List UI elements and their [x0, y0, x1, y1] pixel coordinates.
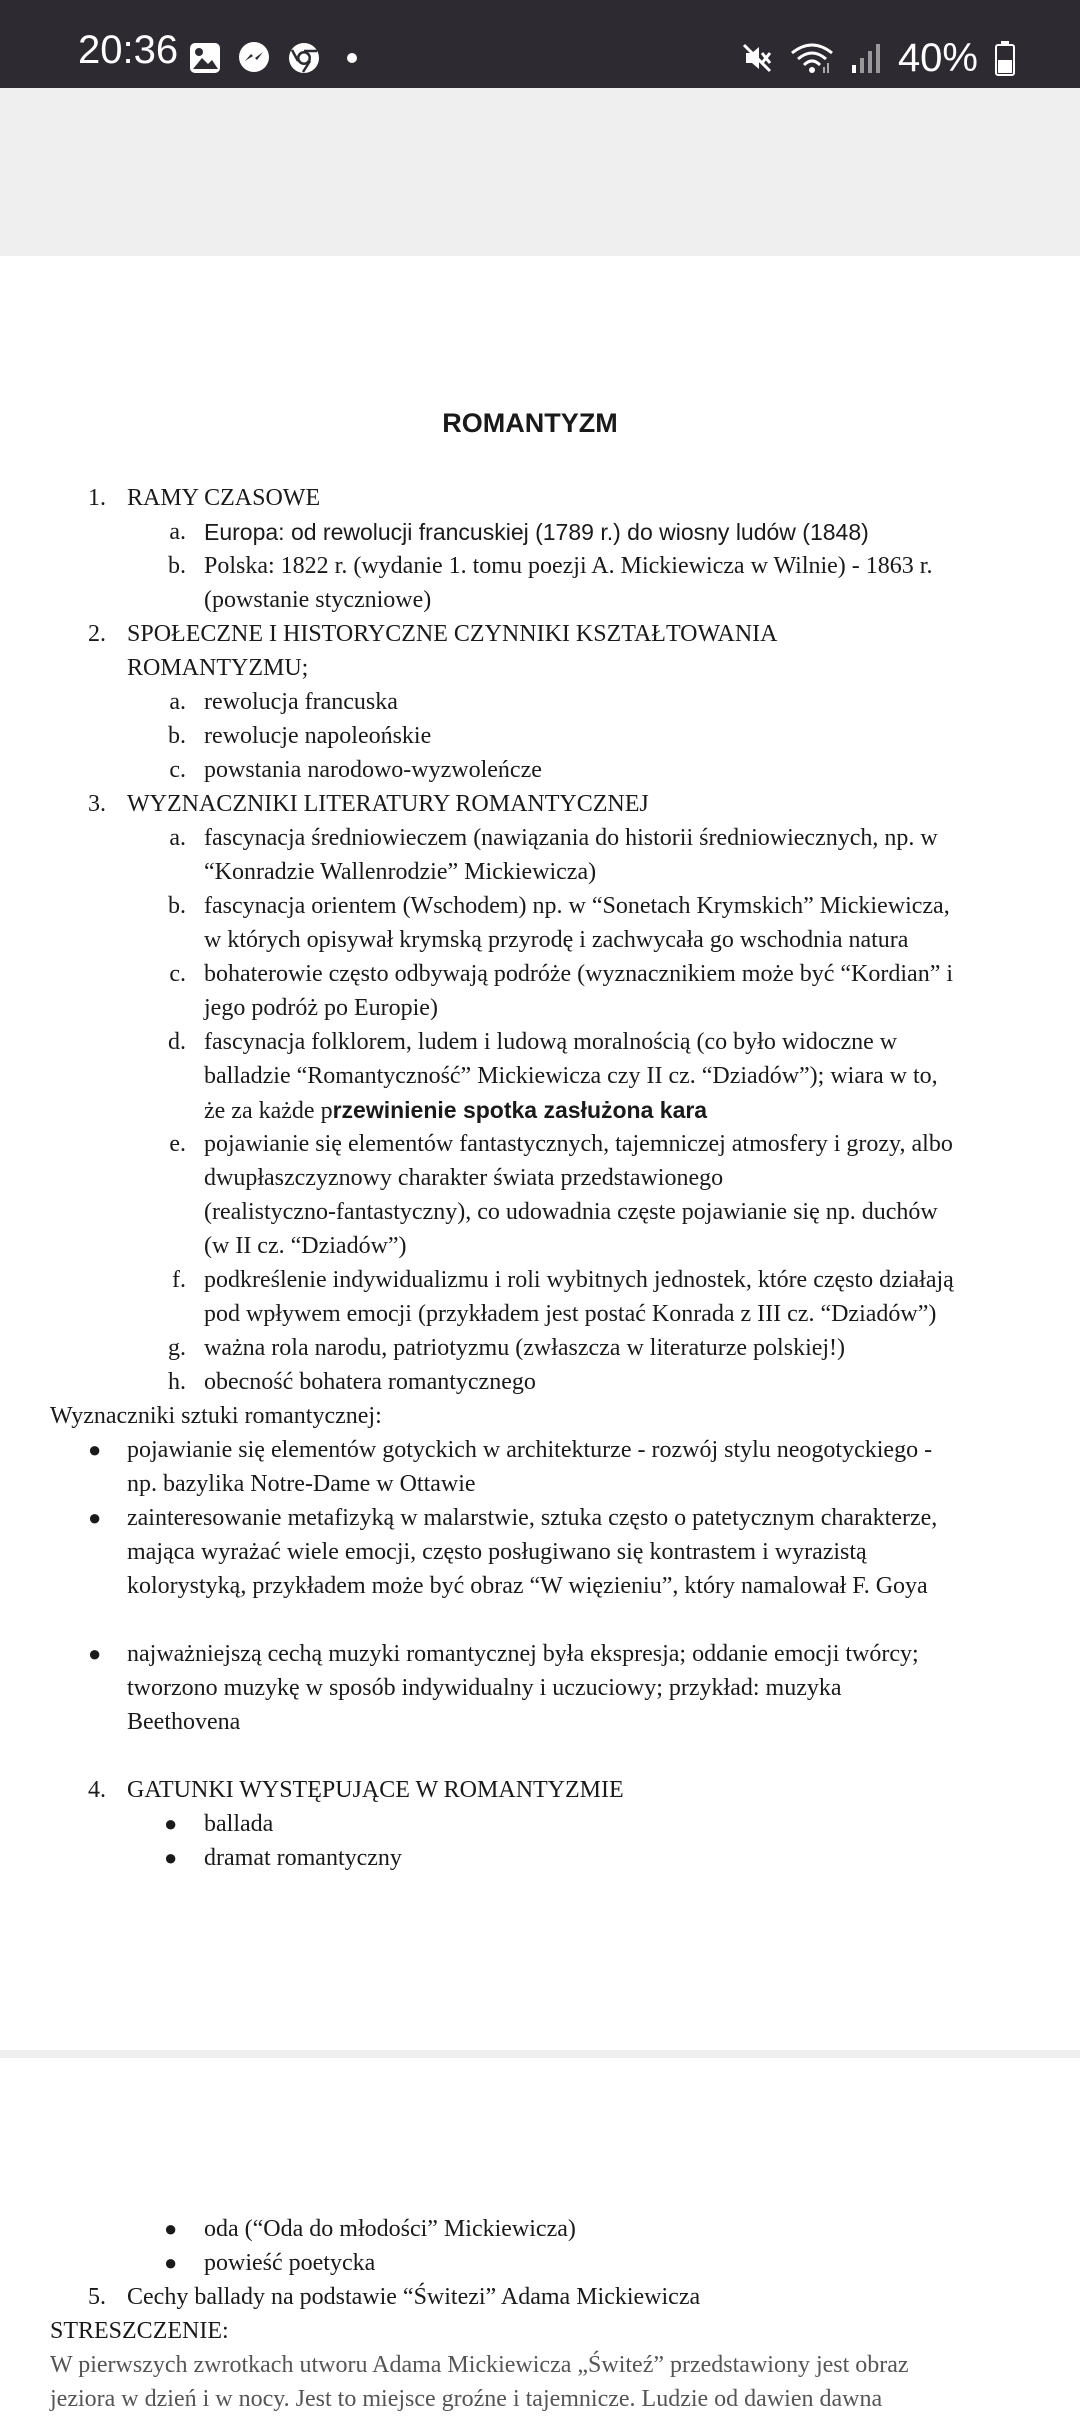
bullet-item: oda (“Oda do młodości” Mickiewicza) [204, 2216, 576, 2242]
paragraph-heading: Wyznaczniki sztuki romantycznej: [50, 1403, 382, 1429]
bullet-icon: ● [88, 1641, 102, 1666]
list-item-continued: (realistyczno-fantastyczny), co udowadnia częste pojawianie się np. duchów [204, 1199, 938, 1225]
section-heading: GATUNKI WYSTĘPUJĄCE W ROMANTYZMIE [127, 1777, 624, 1803]
list-item: fascynacja orientem (Wschodem) np. w “Sonetach Krymskich” Mickiewicza, [204, 893, 950, 919]
list-item: bohaterowie często odbywają podróże (wyznacznikiem może być “Kordian” i [204, 961, 954, 987]
dot-icon [336, 48, 364, 68]
section-heading: RAMY CZASOWE [127, 485, 321, 511]
list-letter: b. [168, 723, 186, 749]
image-icon [188, 41, 222, 75]
list-item: Polska: 1822 r. (wydanie 1. tomu poezji A. Mickiewicza w Wilnie) - 1863 r. [204, 553, 933, 579]
list-item: podkreślenie indywidualizmu i roli wybitnych jednostek, które często działają [204, 1267, 954, 1293]
section-heading: WYZNACZNIKI LITERATURY ROMANTYCZNEJ [127, 791, 649, 817]
list-item-continued: pod wpływem emocji (przykładem jest postać Konrada z III cz. “Dziadów”) [204, 1301, 937, 1327]
list-letter: g. [168, 1335, 186, 1361]
list-letter: h. [168, 1369, 186, 1395]
section-heading: Cechy ballady na podstawie “Świtezi” Adama Mickiewicza [127, 2284, 701, 2310]
bullet-icon: ● [164, 1845, 178, 1870]
chrome-icon [286, 40, 322, 76]
list-item: rewolucja francuska [204, 689, 398, 715]
section-heading-continued: ROMANTYZMU; [127, 655, 309, 681]
list-letter: d. [168, 1029, 186, 1055]
text-run: że za każde p [204, 1098, 333, 1124]
paragraph-line: jeziora w dzień i w nocy. Jest to miejsce groźne i tajemnicze. Ludzie od dawien dawna [50, 2386, 883, 2412]
battery-percent: 40% [897, 36, 978, 80]
bullet-icon: ● [164, 2216, 178, 2241]
list-item-continued: dwupłaszczyznowy charakter świata przedstawionego [204, 1165, 724, 1191]
list-item-continued: balladzie “Romantyczność” Mickiewicza czy II cz. “Dziadów”); wiara w to, [204, 1063, 938, 1089]
messenger-icon [236, 40, 272, 76]
status-time: 20:36 [78, 28, 179, 72]
bullet-item-continued: Beethovena [127, 1709, 241, 1735]
list-item: obecność bohatera romantycznego [204, 1369, 536, 1395]
list-letter: b. [168, 553, 186, 579]
list-item-continued: “Konradzie Wallenrodzie” Mickiewicza) [204, 859, 597, 885]
list-letter: a. [169, 689, 186, 715]
list-item: ważna rola narodu, patriotyzmu (zwłaszcza w literaturze polskiej!) [204, 1335, 846, 1361]
list-number: 5. [88, 2284, 106, 2310]
list-letter: e. [169, 1131, 186, 1157]
list-letter: f. [172, 1267, 186, 1293]
bullet-item: ballada [204, 1811, 274, 1837]
bullet-item: pojawianie się elementów gotyckich w architekturze - rozwój stylu neogotyckiego - [127, 1437, 933, 1463]
list-item-continued [204, 1093, 707, 1128]
list-number: 4. [88, 1777, 106, 1803]
list-letter: c. [169, 757, 186, 783]
bullet-item-continued: mająca wyrażać wiele emocji, często posługiwano się kontrastem i wyrazistą [127, 1539, 867, 1565]
list-number: 1. [88, 485, 106, 511]
bullet-item: powieść poetycka [204, 2250, 376, 2276]
document-title: ROMANTYZM [442, 408, 618, 438]
paragraph-line: W pierwszych zwrotkach utworu Adama Mickiewicza „Świteź” przedstawiony jest obraz [50, 2352, 909, 2378]
page-separator [0, 2050, 1080, 2058]
bullet-item: dramat romantyczny [204, 1845, 402, 1871]
bullet-icon: ● [164, 1811, 178, 1836]
list-letter: c. [169, 961, 186, 987]
list-letter: b. [168, 893, 186, 919]
list-number: 3. [88, 791, 106, 817]
list-item: powstania narodowo-wyzwoleńcze [204, 757, 542, 783]
bullet-icon: ● [88, 1437, 102, 1462]
list-number: 2. [88, 621, 106, 647]
notification-icons [188, 40, 364, 76]
bullet-icon: ● [88, 1505, 102, 1530]
list-item-continued: (w II cz. “Dziadów”) [204, 1233, 407, 1259]
list-item-continued: w których opisywał krymską przyrodę i zachwycała go wschodnia natura [204, 927, 909, 953]
paragraph-heading: STRESZCZENIE: [50, 2318, 229, 2344]
battery-icon [994, 40, 1016, 76]
wifi-icon [790, 41, 834, 75]
bullet-item: najważniejszą cechą muzyki romantycznej była ekspresja; oddanie emocji twórcy; [127, 1641, 919, 1667]
bullet-item-continued: np. bazylika Notre-Dame w Ottawie [127, 1471, 476, 1497]
bold-text-run: rzewinienie spotka zasłużona kara [332, 1097, 708, 1123]
section-heading: SPOŁECZNE I HISTORYCZNE CZYNNIKI KSZTAŁTOWANIA [127, 621, 778, 647]
bullet-item-continued: kolorystyką, przykładem może być obraz “W więzieniu”, który namalował F. Goya [127, 1573, 928, 1599]
list-letter: a. [169, 519, 186, 545]
bullet-item-continued: tworzono muzykę w sposób indywidualny i uczuciowy; przykład: muzyka [127, 1675, 842, 1701]
bullet-item: zainteresowanie metafizyką w malarstwie, sztuka często o patetycznym charakterze, [127, 1505, 938, 1531]
signal-icon [850, 41, 882, 75]
bullet-icon: ● [164, 2250, 178, 2275]
list-letter: a. [169, 825, 186, 851]
mute-icon [740, 41, 774, 75]
list-item-continued: (powstanie styczniowe) [204, 587, 432, 613]
list-item: Europa: od rewolucji francuskiej (1789 r.) do wiosny ludów (1848) [204, 519, 869, 545]
status-bar [0, 0, 1080, 88]
list-item: pojawianie się elementów fantastycznych, tajemniczej atmosfery i grozy, albo [204, 1131, 953, 1157]
list-item: rewolucje napoleońskie [204, 723, 432, 749]
list-item: fascynacja średniowieczem (nawiązania do historii średniowiecznych, np. w [204, 825, 938, 851]
list-item: fascynacja folklorem, ludem i ludową moralnością (co było widoczne w [204, 1029, 898, 1055]
list-item-continued: jego podróż po Europie) [204, 995, 438, 1021]
page-top-margin [0, 88, 1080, 256]
system-icons [740, 38, 1016, 78]
